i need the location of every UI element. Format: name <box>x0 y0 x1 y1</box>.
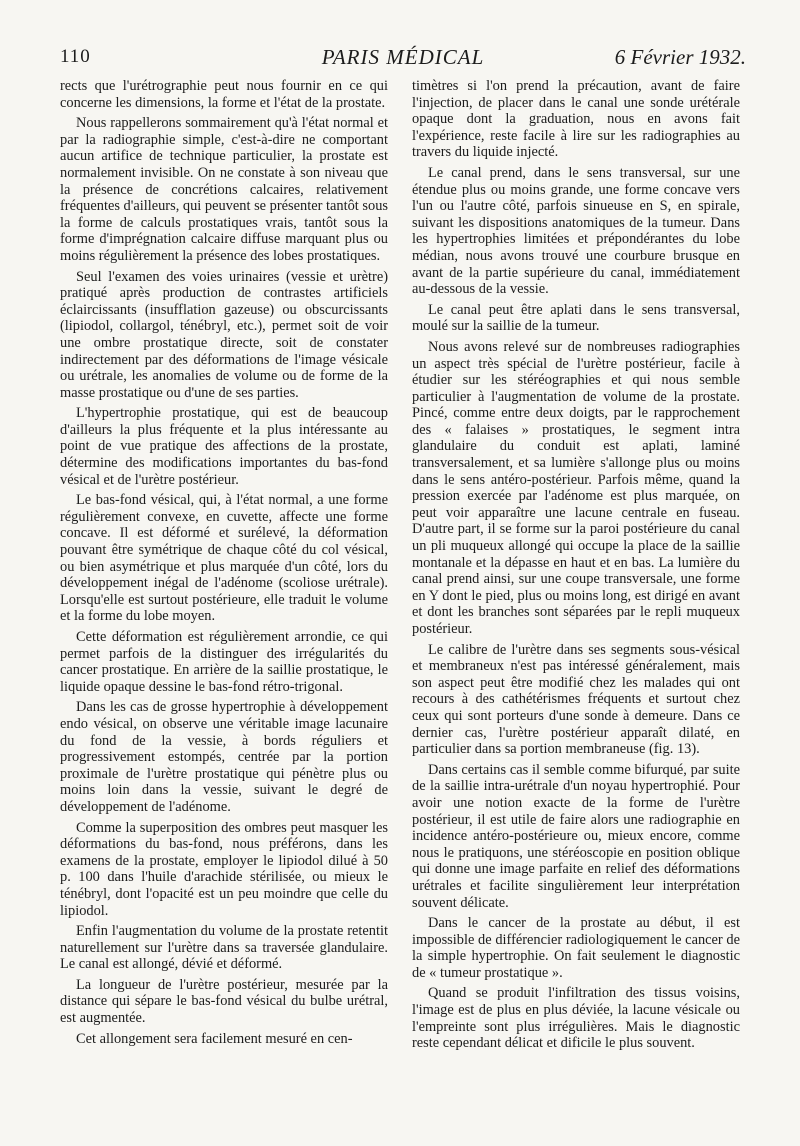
journal-title: PARIS MÉDICAL <box>321 45 485 69</box>
paragraph: Seul l'examen des voies urinaires (vessie et urètre) pratiqué après production de contrastes artificiels éclaircissants (insufflation gazeuse) ou obscurcissants (lipiodol, collargol, ténébryl, etc.), permet soit de voir une ombre prostatique directe, soit de constater indirectement par des déformations de l'image vésicale ou urétrale, les anomalies de volume ou de forme de la masse prostatique ou d'une de ses parties. <box>60 268 388 401</box>
paragraph: Dans le cancer de la prostate au début, il est impossible de différencier radiologiquement le cancer de la simple hypertrophie. On fait seulement le diagnostic de « tumeur prostatique ». <box>412 915 740 981</box>
paragraph: Le bas-fond vésical, qui, à l'état normal, a une forme régulièrement convexe, en cuvette, affecte une forme concave. Il est déformé et surélevé, la déformation pouvant être symétrique de chaque côté du col vésical, ou bien asymétrique et plus marquée d'un côté, lors du développement inégal de l'adénome (scoliose urétrale). Lorsqu'elle est surtout postérieure, elle traduit le volume et la forme du lobe moyen. <box>60 492 388 625</box>
paragraph: La longueur de l'urètre postérieur, mesurée par la distance qui sépare le bas-fond vésical du bulbe urétral, est augmentée. <box>60 976 388 1027</box>
running-header <box>60 44 746 74</box>
paragraph: timètres si l'on prend la précaution, avant de faire l'injection, de placer dans le canal une sonde urétérale opaque dont la graduation, nous en avons fait l'expérience, reste facile à lire sur les radiographies au travers du liquide injecté. <box>412 78 740 161</box>
page-number: 110 <box>60 46 91 67</box>
paragraph: Dans les cas de grosse hypertrophie à développement endo vésical, on observe une véritable image lacunaire du fond de la vessie, à bords réguliers et progressivement estompés, centrée par la portion proximale de l'urètre prostatique qui pénètre plus ou moins loin dans la vessie, suivant le degré de développement de l'adénome. <box>60 699 388 815</box>
paragraph: Enfin l'augmentation du volume de la prostate retentit naturellement sur l'urètre dans sa traversée glandulaire. Le canal est allongé, dévié et déformé. <box>60 923 388 973</box>
paragraph: rects que l'urétrographie peut nous fournir en ce qui concerne les dimensions, la forme et l'état de la prostate. <box>60 78 388 111</box>
paragraph: Cet allongement sera facilement mesuré en cen- <box>76 1030 353 1047</box>
paragraph: Comme la superposition des ombres peut masquer les déformations du bas-fond, nous préférons, dans les examens de la prostate, employer le lipiodol dilué à 50 p. 100 dans l'huile d'arachide stérilisée, ou mieux le ténébryl, dont l'opacité est un peu moindre que celle du lipiodol. <box>60 819 388 919</box>
paragraph: Le canal prend, dans le sens transversal, sur une étendue plus ou moins grande, une forme concave vers l'un ou l'autre côté, parfois sinueuse en S, en spirale, suivant les dispositions anatomiques de la tumeur. Dans les hypertrophies limitées et prépondérantes du lobe médian, nous avons trouvé une courbure brusque en avant de la partie supérieure du canal, immédiatement au-dessous de la vessie. <box>412 164 740 298</box>
paragraph: Le calibre de l'urètre dans ses segments sous-vésical et membraneux n'est pas intéressé généralement, mais son aspect peut être modifié chez les malades qui ont recours à des cathétérismes fréquents et surtout chez ceux qui sont porteurs d'une sonde à demeure. Dans ce dernier cas, l'urètre postérieur apparaît dilaté, en particulier dans sa portion membraneuse (fig. 13). <box>412 641 740 758</box>
paragraph: Cette déformation est régulièrement arrondie, ce qui permet parfois de la distinguer des irrégularités du cancer prostatique. En arrière de la saillie prostatique, le liquide opaque dessine le bas-fond rétro-trigonal. <box>60 629 388 695</box>
paragraph: Nous rappellerons sommairement qu'à l'état normal et par la radiographie simple, c'est-à-dire ne comportant aucun artifice de technique particulier, la prostate est normalement invisible. On ne constate à son niveau que la présence de concrétions calcaires, relativement fréquentes d'ailleurs, qui peuvent se présenter tantôt sous la forme de calculs prostatiques vrais, tantôt sous la forme d'imprégnation calcaire diffuse marquant plus ou moins régulièrement la présence des lobes prostatiques. <box>60 115 388 264</box>
paragraph: L'hypertrophie prostatique, qui est de beaucoup d'ailleurs la plus fréquente et la plus intéressante au point de vue pratique des affections de la prostate, détermine des modifications importantes du bas-fond vésical et de l'urètre postérieur. <box>60 405 388 488</box>
paragraph: Le canal peut être aplati dans le sens transversal, moulé sur la saillie de la tumeur. <box>412 301 740 335</box>
left-column <box>60 78 388 1051</box>
paragraph: Nous avons relevé sur de nombreuses radiographies un aspect très spécial de l'urètre postérieur, facile à étudier sur les stéréographies et qui nous semble particulier à l'augmentation de volume de la prostate. Pincé, comme entre deux doigts, par le rapprochement des « falaises » prostatiques, le segment intra glandulaire du conduit est aplati, laminé transversalement, et sa lumière s'allonge plus ou moins dans le sens antéro-postérieur. Parfois même, quand la pression exercée par l'adénome est plus marquée, on peut voir apparaître une lacune centrale en fuseau. D'autre part, il se forme sur la paroi postérieure du canal un pli muqueux allongé qui occupe la place de la saillie montanale et la dépasse en haut et en bas. La lumière du canal prend ainsi, sur une coupe transversale, une forme en Y dont le pied, plus ou moins long, est dirigé en avant et dont les branches sont séparées par le repli muqueux postérieur. <box>412 338 740 637</box>
paragraph: Dans certains cas il semble comme bifurqué, par suite de la saillie intra-urétrale d'un noyau hypertrophié. Pour avoir une notion exacte de la forme de l'urètre postérieur, il est utile de faire alors une radiographie en incidence antéro-postérieure ou, mieux encore, comme nous le pratiquons, une stéréoscopie en position oblique qui donne une image parfaite en relief des déformations urétrales et facilite singulièrement leur interprétation souvent délicate. <box>412 761 740 911</box>
paragraph: Quand se produit l'infiltration des tissus voisins, l'image est de plus en plus déviée, la lacune vésicale ou l'empreinte sont plus irrégulières. Mais le diagnostic reste cependant délicat et dificile le plus souvent. <box>412 985 740 1052</box>
issue-date: 6 Février 1932. <box>614 45 746 69</box>
right-column <box>412 78 740 1056</box>
